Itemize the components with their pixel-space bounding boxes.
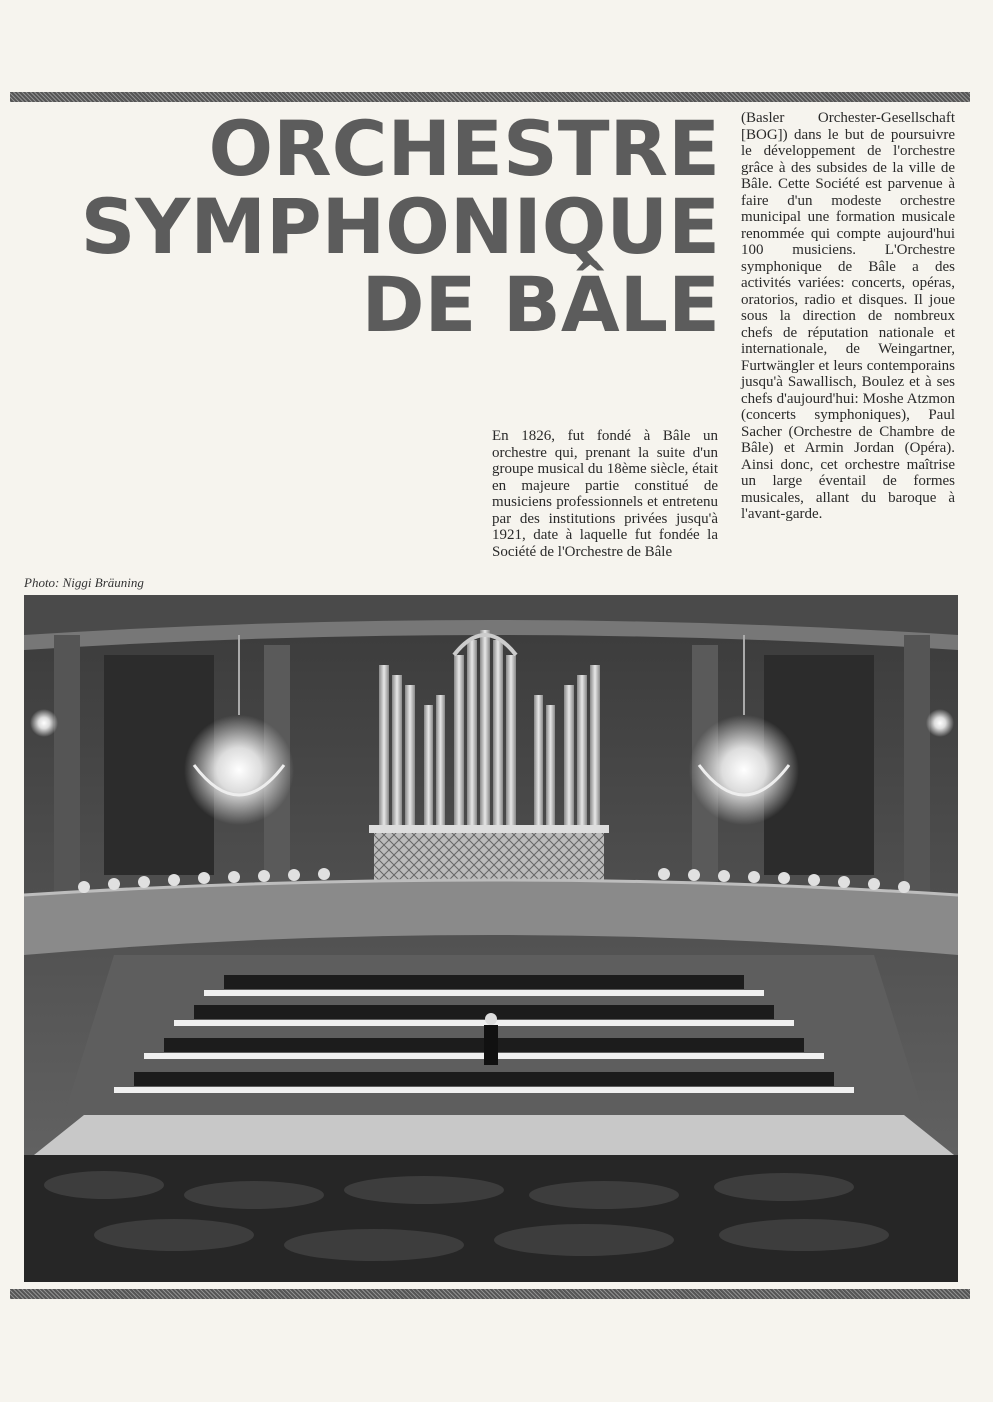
article-column-1: En 1826, fut fondé à Bâle un orchestre qui, prenant la suite d'un groupe musical du 18ème siècle, était en majeure partie constitué de musiciens professionnels et entretenu par des institutions privées jusqu'à 1921, date à laquelle fut fondée la Société de l'Orchestre de Bâle bbox=[492, 428, 718, 560]
headline-line-1: ORCHESTRE bbox=[208, 104, 720, 193]
photo-caption: Photo: Niggi Bräuning bbox=[24, 575, 144, 590]
concert-hall-photo bbox=[24, 595, 958, 1282]
article-column-2: (Basler Orchester-Gesellschaft [BOG]) dans le but de poursuivre le développement de l'orchestre grâce à des subsides de la ville de Bâle. Cette Société est parvenue à faire d'un modeste orchestre municipal une formation musicale renommée qui compte aujourd'hui 100 musiciens. L'Orchestre symphonique de Bâle a des activités variées: concerts, opéras, oratorios, radio et disques. Il joue sous la direction de nombreux chefs de réputation nationale et internationale, de Weingartner, Furtwängler et leurs contemporains jusqu'à Sawallisch, Boulez et à ses chefs d'aujourd'hui: Moshe Atzmon (concerts symphoniques), Paul Sacher (Orchestre de Chambre de Bâle) et Armin Jordan (Opéra). Ainsi donc, cet orchestre maîtrise un large éventail de formes musicales, allant du baroque à l'avant-garde. bbox=[741, 110, 955, 522]
headline-line-2: SYMPHONIQUE bbox=[80, 182, 720, 271]
bottom-rule bbox=[10, 1289, 970, 1299]
headline-line-3: DE BÂLE bbox=[361, 260, 720, 349]
headline bbox=[80, 104, 720, 349]
top-rule bbox=[10, 92, 970, 102]
